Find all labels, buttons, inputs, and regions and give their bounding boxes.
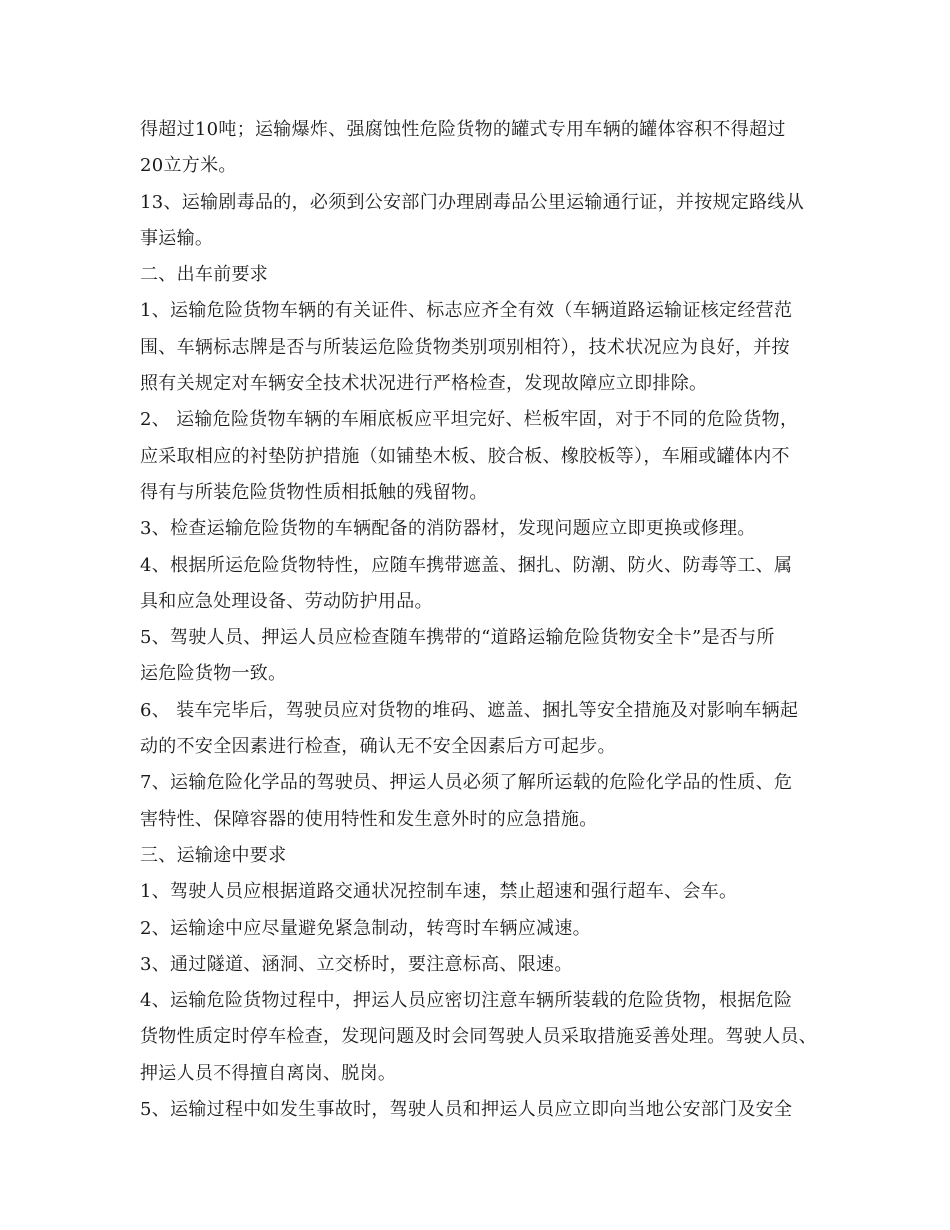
text-line: 害特性、保障容器的使用特性和发生意外时的应急措施。 bbox=[140, 808, 598, 830]
text-line: 5、运输过程中如发生事故时，驾驶人员和押运人员应立即向当地公安部门及安全 bbox=[140, 1099, 793, 1121]
text-line: 7、运输危险化学品的驾驶员、押运人员必须了解所运载的危险化学品的性质、危 bbox=[140, 772, 793, 794]
text-line: 押运人员不得擅自离岗、脱岗。 bbox=[140, 1062, 397, 1084]
text-line: 动的不安全因素进行检查，确认无不安全因素后方可起步。 bbox=[140, 736, 616, 758]
text-line: 13、运输剧毒品的，必须到公安部门办理剧毒品公里运输通行证，并按规定路线从 bbox=[140, 191, 805, 213]
text-line: 5、驾驶人员、押运人员应检查随车携带的“道路运输危险货物安全卡”是否与所 bbox=[140, 627, 775, 649]
text-line: 3、通过隧道、涵洞、立交桥时，要注意标高、限速。 bbox=[140, 953, 573, 975]
text-line: 4、根据所运危险货物特性，应随车携带遮盖、捆扎、防潮、防火、防毒等工、属 bbox=[140, 554, 793, 576]
text-line: 20立方米。 bbox=[140, 155, 237, 177]
text-line: 得超过10吨；运输爆炸、强腐蚀性危险货物的罐式专用车辆的罐体容积不得超过 bbox=[140, 119, 786, 140]
text-line: 运危险货物一致。 bbox=[140, 663, 287, 685]
section-heading: 三、运输途中要求 bbox=[140, 844, 287, 866]
text-line: 1、驾驶人员应根据道路交通状况控制车速，禁止超速和强行超车、会车。 bbox=[140, 881, 738, 903]
text-line: 应采取相应的衬垫防护措施（如铺垫木板、胶合板、橡胶板等），车厢或罐体内不 bbox=[140, 445, 790, 467]
text-line: 1、运输危险货物车辆的有关证件、标志应齐全有效（车辆道路运输证核定经营范 bbox=[140, 300, 793, 322]
text-line: 事运输。 bbox=[140, 227, 214, 249]
text-line: 2、运输途中应尽量避免紧急制动，转弯时车辆应减速。 bbox=[140, 917, 591, 939]
text-line: 得有与所装危险货物性质相抵触的残留物。 bbox=[140, 481, 488, 503]
text-line: 照有关规定对车辆安全技术状况进行严格检查，发现故障应立即排除。 bbox=[140, 373, 708, 395]
document-body bbox=[140, 112, 820, 1128]
text-line: 围、车辆标志牌是否与所装运危险货物类别项别相符），技术状况应为良好，并按 bbox=[140, 336, 790, 358]
text-line: 货物性质定时停车检查，发现问题及时会同驾驶人员采取措施妥善处理。驾驶人员、 bbox=[140, 1026, 818, 1048]
section-heading: 二、出车前要求 bbox=[140, 264, 269, 286]
text-line: 4、运输危险货物过程中，押运人员应密切注意车辆所装载的危险货物，根据危险 bbox=[140, 990, 793, 1012]
text-line: 3、检查运输危险货物的车辆配备的消防器材，发现问题应立即更换或修理。 bbox=[140, 518, 756, 540]
text-line: 2、 运输危险货物车辆的车厢底板应平坦完好、栏板牢固，对于不同的危险货物， bbox=[140, 409, 799, 431]
text-line: 6、 装车完毕后，驾驶员应对货物的堆码、遮盖、捆扎等安全措施及对影响车辆起 bbox=[140, 699, 799, 721]
text-line: 具和应急处理设备、劳动防护用品。 bbox=[140, 590, 433, 612]
